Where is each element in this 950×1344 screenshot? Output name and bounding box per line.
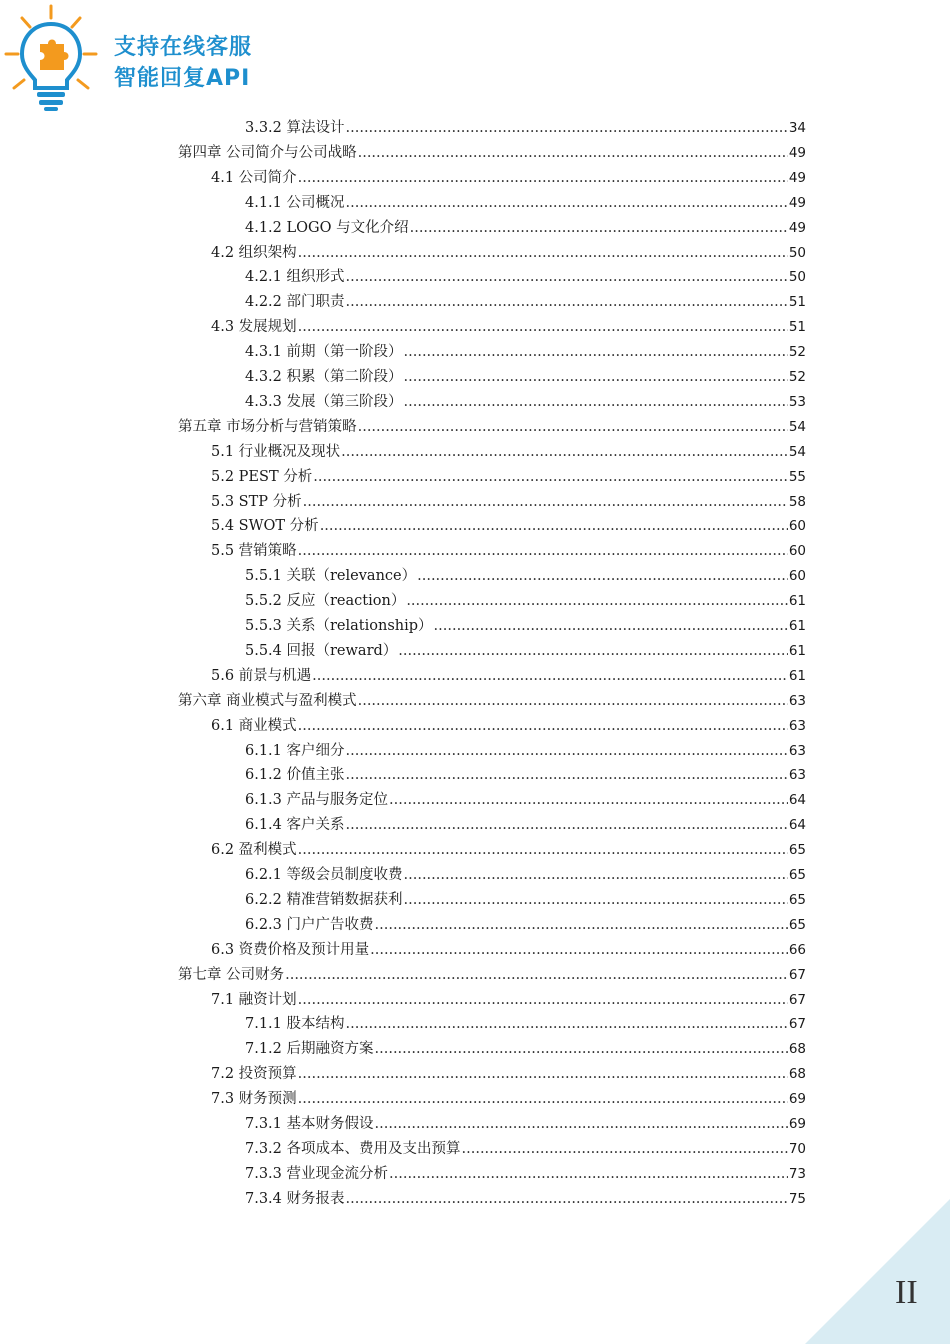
toc-leader-dots	[406, 591, 787, 611]
toc-entry-title: 5.5.3 关系（relationship）	[245, 618, 433, 634]
toc-entry[interactable]	[211, 442, 806, 462]
toc-entry-page: 61	[788, 667, 806, 684]
toc-entry-title: 4.1.1 公司概况	[245, 194, 345, 211]
toc-entry-title: 第七章 公司财务	[178, 966, 285, 983]
toc-entry[interactable]	[245, 616, 806, 636]
toc-entry-page: 60	[788, 518, 806, 535]
toc-entry[interactable]	[245, 367, 806, 387]
toc-entry[interactable]	[245, 890, 806, 910]
toc-entry-title: 4.2.2 部门职责	[245, 294, 345, 311]
toc-entry-page: 50	[788, 244, 806, 261]
toc-entry-title: 7.3 财务预测	[211, 1091, 297, 1108]
toc-entry-title: 4.3.1 前期（第一阶段）	[245, 344, 403, 361]
toc-entry-page: 67	[788, 966, 806, 983]
toc-entry[interactable]	[245, 392, 806, 412]
toc-entry[interactable]	[211, 1064, 806, 1084]
toc-entry-title: 5.5.1 关联（relevance）	[245, 568, 417, 585]
toc-leader-dots	[358, 691, 788, 711]
toc-entry-page: 50	[788, 269, 806, 286]
toc-entry[interactable]	[245, 218, 806, 238]
toc-leader-dots	[298, 541, 788, 561]
toc-entry-title: 5.5.4 回报（reward）	[245, 642, 398, 659]
toc-entry-page: 53	[788, 393, 806, 410]
toc-leader-dots	[303, 492, 788, 512]
toc-entry-title: 5.5.2 反应（reaction）	[245, 593, 406, 610]
toc-leader-dots	[417, 566, 788, 586]
toc-leader-dots	[375, 1039, 788, 1059]
lightbulb-puzzle-icon	[0, 0, 110, 115]
toc-entry-title: 5.2 PEST 分析	[211, 468, 313, 485]
toc-entry-title: 4.3.2 积累（第二阶段）	[245, 369, 403, 385]
logo-title: 支持在线客服	[114, 35, 253, 60]
toc-entry-title: 4.1 公司简介	[211, 169, 297, 186]
toc-entry[interactable]	[245, 1139, 806, 1159]
toc-entry-page: 64	[788, 792, 806, 809]
toc-entry[interactable]	[245, 641, 806, 661]
toc-entry[interactable]	[245, 292, 806, 312]
toc-entry-page: 63	[788, 717, 806, 734]
toc-entry-page: 67	[788, 991, 806, 1008]
toc-entry-title: 7.3.4 财务报表	[245, 1190, 345, 1207]
toc-entry-page: 49	[788, 144, 806, 161]
toc-entry-title: 6.1.4 客户关系	[245, 817, 345, 834]
toc-entry[interactable]	[211, 516, 806, 536]
toc-entry[interactable]	[245, 118, 806, 138]
toc-entry-page: 58	[788, 493, 806, 510]
toc-entry-title: 6.3 资费价格及预计用量	[211, 941, 370, 958]
toc-entry-title: 7.1.2 后期融资方案	[245, 1041, 374, 1058]
toc-leader-dots	[298, 243, 788, 263]
toc-entry-title: 第六章 商业模式与盈利模式	[178, 692, 357, 709]
toc-entry-page: 65	[788, 867, 806, 883]
page-number: II	[895, 1274, 918, 1311]
toc-entry-title: 7.3.1 基本财务假设	[245, 1116, 374, 1132]
logo	[0, 0, 300, 115]
toc-entry-page: 70	[788, 1140, 806, 1157]
toc-leader-dots	[313, 467, 788, 487]
toc-entry[interactable]	[245, 193, 806, 213]
toc-entry-page: 54	[788, 418, 806, 435]
toc-entry-page: 49	[788, 194, 806, 211]
toc-entry[interactable]	[178, 965, 806, 985]
toc-entry-title: 5.3 STP 分析	[211, 493, 302, 510]
toc-entry-page: 63	[788, 742, 806, 759]
toc-entry[interactable]	[245, 865, 806, 885]
toc-leader-dots	[298, 716, 788, 736]
toc-entry[interactable]	[245, 765, 806, 785]
toc-leader-dots	[389, 1164, 788, 1184]
toc-entry-title: 5.4 SWOT 分析	[211, 518, 319, 535]
toc-entry[interactable]	[178, 143, 806, 163]
toc-entry[interactable]	[245, 267, 806, 287]
toc-entry[interactable]	[178, 691, 806, 711]
toc-entry-title: 3.3.2 算法设计	[245, 120, 345, 136]
toc-entry-title: 6.1.3 产品与服务定位	[245, 792, 389, 809]
toc-entry-title: 4.3.3 发展（第三阶段）	[245, 393, 403, 410]
toc-entry[interactable]	[245, 1189, 806, 1209]
toc-entry-page: 63	[788, 767, 806, 784]
toc-leader-dots	[298, 840, 788, 860]
toc-leader-dots	[462, 1139, 788, 1159]
toc-entry-page: 52	[788, 369, 806, 385]
toc-entry-title: 6.2.1 等级会员制度收费	[245, 867, 403, 883]
toc-leader-dots	[346, 1189, 788, 1209]
toc-leader-dots	[404, 890, 788, 910]
toc-entry-page: 65	[788, 891, 806, 908]
toc-entry[interactable]	[211, 317, 806, 337]
toc-entry[interactable]	[211, 541, 806, 561]
toc-entry-title: 4.2 组织架构	[211, 244, 297, 261]
toc-leader-dots	[346, 193, 788, 213]
toc-entry[interactable]	[211, 492, 806, 512]
toc-entry-page: 68	[788, 1041, 806, 1058]
toc-entry[interactable]	[211, 940, 806, 960]
toc-leader-dots	[370, 940, 788, 960]
toc-leader-dots	[346, 741, 788, 761]
toc-leader-dots	[410, 218, 788, 238]
toc-entry[interactable]	[211, 168, 806, 188]
toc-entry[interactable]	[211, 467, 806, 487]
toc-leader-dots	[434, 616, 788, 636]
toc-entry-page: 61	[788, 593, 806, 610]
toc-leader-dots	[404, 392, 788, 412]
toc-entry-page: 68	[788, 1066, 806, 1083]
toc-entry-title: 5.1 行业概况及现状	[211, 443, 341, 460]
toc-entry-title: 6.1.1 客户细分	[245, 742, 345, 759]
toc-entry-page: 65	[788, 842, 806, 859]
corner-decoration	[805, 1199, 950, 1344]
toc-entry-title: 5.6 前景与机遇	[211, 667, 312, 684]
toc-leader-dots	[398, 641, 788, 661]
toc-entry-title: 6.1 商业模式	[211, 717, 297, 734]
toc-entry-title: 7.1 融资计划	[211, 991, 297, 1008]
toc-entry-page: 63	[788, 692, 806, 709]
toc-entry-page: 69	[788, 1116, 806, 1132]
toc-entry-page: 61	[788, 618, 806, 634]
toc-entry[interactable]	[211, 840, 806, 860]
toc-leader-dots	[346, 765, 788, 785]
logo-subtitle: 智能回复API	[114, 66, 251, 91]
toc-entry-title: 第四章 公司简介与公司战略	[178, 144, 357, 161]
toc-leader-dots	[298, 1089, 788, 1109]
toc-entry-page: 51	[788, 294, 806, 311]
toc-entry[interactable]	[245, 915, 806, 935]
toc-leader-dots	[404, 865, 788, 885]
toc-entry-title: 6.2.3 门户广告收费	[245, 916, 374, 933]
toc-leader-dots	[404, 342, 788, 362]
toc-leader-dots	[320, 516, 788, 536]
toc-entry-page: 49	[788, 169, 806, 186]
toc-entry-page: 55	[788, 468, 806, 485]
toc-entry[interactable]	[178, 417, 806, 437]
toc-entry[interactable]	[245, 1114, 806, 1134]
toc-entry-title: 7.2 投资预算	[211, 1066, 297, 1083]
toc-entry-page: 51	[788, 319, 806, 336]
toc-leader-dots	[346, 1014, 788, 1034]
toc-entry[interactable]	[211, 243, 806, 263]
toc-entry[interactable]	[245, 591, 806, 611]
toc-entry[interactable]	[211, 990, 806, 1010]
toc-entry[interactable]	[245, 566, 806, 586]
toc-entry-page: 34	[788, 120, 806, 136]
toc-entry[interactable]	[245, 741, 806, 761]
toc-leader-dots	[375, 1114, 788, 1134]
toc-leader-dots	[375, 915, 788, 935]
toc-entry-page: 60	[788, 543, 806, 560]
toc-entry-title: 4.2.1 组织形式	[245, 269, 345, 286]
toc-entry[interactable]	[245, 342, 806, 362]
toc-entry-page: 75	[788, 1190, 806, 1207]
toc-entry-title: 4.3 发展规划	[211, 319, 297, 336]
toc-entry[interactable]	[211, 666, 806, 686]
toc-leader-dots	[346, 267, 788, 287]
toc-leader-dots	[404, 367, 788, 387]
toc-entry[interactable]	[245, 1039, 806, 1059]
toc-leader-dots	[298, 1064, 788, 1084]
toc-entry-title: 7.1.1 股本结构	[245, 1016, 345, 1033]
toc-entry-title: 4.1.2 LOGO 与文化介绍	[245, 219, 409, 236]
toc-entry[interactable]	[245, 815, 806, 835]
toc-entry-page: 73	[788, 1165, 806, 1182]
toc-leader-dots	[389, 790, 788, 810]
toc-entry-page: 52	[788, 344, 806, 361]
toc-leader-dots	[312, 666, 788, 686]
toc-leader-dots	[346, 292, 788, 312]
toc-entry-title: 5.5 营销策略	[211, 543, 297, 560]
toc-entry-page: 61	[788, 642, 806, 659]
toc-entry-title: 6.1.2 价值主张	[245, 767, 345, 784]
toc-leader-dots	[298, 317, 788, 337]
toc-entry[interactable]	[211, 1089, 806, 1109]
toc-entry-page: 54	[788, 443, 806, 460]
toc-entry[interactable]	[211, 716, 806, 736]
toc-leader-dots	[341, 442, 788, 462]
toc-entry-title: 第五章 市场分析与营销策略	[178, 418, 357, 435]
toc-entry-title: 6.2 盈利模式	[211, 842, 297, 859]
toc-entry-page: 67	[788, 1016, 806, 1033]
toc-entry-page: 69	[788, 1091, 806, 1108]
toc-leader-dots	[298, 168, 788, 188]
toc-entry-page: 60	[788, 568, 806, 585]
toc-entry-title: 7.3.3 营业现金流分析	[245, 1165, 389, 1182]
toc-leader-dots	[285, 965, 788, 985]
toc-entry-page: 65	[788, 916, 806, 933]
toc-entry-page: 49	[788, 219, 806, 236]
toc-entry-title: 6.2.2 精准营销数据获利	[245, 891, 403, 908]
toc-entry-page: 66	[788, 941, 806, 958]
toc-entry[interactable]	[245, 1164, 806, 1184]
toc-leader-dots	[358, 417, 788, 437]
toc-leader-dots	[346, 815, 788, 835]
toc-entry-title: 7.3.2 各项成本、费用及支出预算	[245, 1140, 461, 1157]
toc-leader-dots	[358, 143, 788, 163]
toc-entry[interactable]	[245, 1014, 806, 1034]
toc-leader-dots	[346, 118, 788, 138]
toc-entry-page: 64	[788, 817, 806, 834]
toc-leader-dots	[298, 990, 788, 1010]
toc-entry[interactable]	[245, 790, 806, 810]
